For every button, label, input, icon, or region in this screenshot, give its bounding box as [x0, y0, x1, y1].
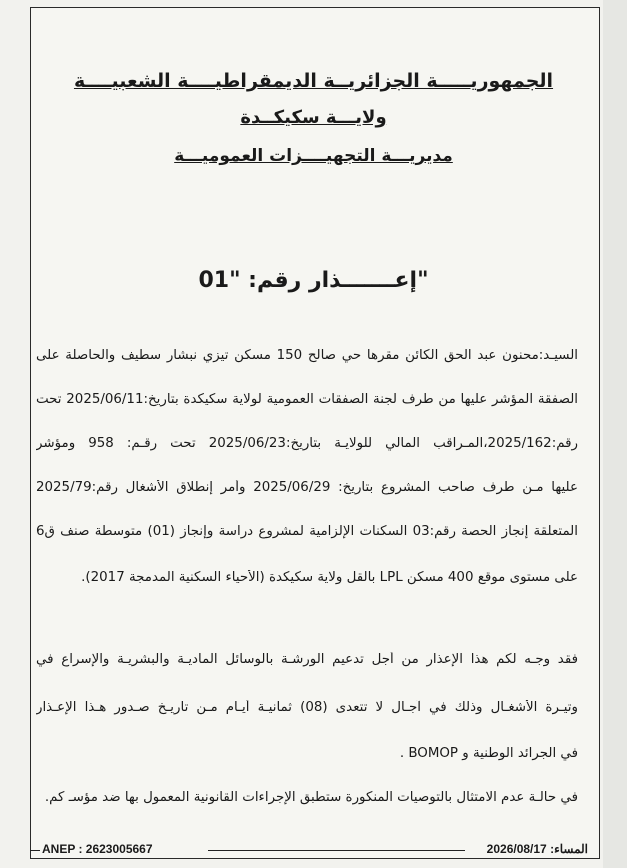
body-line: رقم:2025/162،المـراقب المالي للولايـة بتاريخ:2025/06/23 تحت رقـم: 958 ومؤشر — [36, 436, 578, 451]
footer — [30, 840, 600, 862]
publication-date: المساء: 2026/08/17 — [486, 842, 588, 856]
footer-rule — [30, 850, 40, 851]
paragraph2-line: وتيـرة الأشغـال وذلك في آجـال لا تتعدى (08) ثمانيـة أيـام مـن تاريـخ صـدور هـذا الإعـذار — [36, 700, 578, 715]
body-line: عليها مـن طرف صاحب المشروع بتاريخ: 2025/06/29 وأمر إنطلاق الأشغال رقم:2025/79 — [36, 480, 578, 495]
notice-title: إعـــــــذار رقم: "01" — [198, 268, 429, 293]
paragraph2-line: في الجرائد الوطنية و BOMOP . — [399, 746, 578, 761]
notice-frame — [30, 7, 600, 859]
paragraph2-line: فقد وجـه لكم هذا الإعذار من أجل تدعيم الورشـة بالوسائل الماديـة والبشريـة والإسراع في — [36, 652, 578, 667]
anep-number: ANEP : 2623005667 — [42, 842, 153, 856]
directorate-heading: مديريـــة التجهيــــزات العموميـــة — [174, 146, 453, 166]
republic-heading: الجمهوريـــــة الجزائريــة الديمقراطيــــة الشعبيــــة — [73, 70, 554, 92]
body-line: على مستوى موقع 400 مسكن LPL بالقل ولاية سكيكدة (الأحياء السكنية المدمجة 2017). — [81, 570, 578, 585]
body-line: الصفقة المؤشر عليها من طرف لجنة الصفقات العمومية لولاية سكيكدة بتاريخ:2025/06/11 تحت — [36, 392, 578, 407]
body-line: المتعلقة إنجاز الحصة رقم:03 السكنات الإلزامية لمشروع دراسة وإنجاز (01) متوسطة صنف ق6 — [36, 524, 578, 539]
scan-edge — [603, 0, 627, 868]
wilaya-heading: ولايـــة سكيكــدة — [240, 107, 387, 128]
body-line: السيـد:محنون عبد الحق الكائن مقرها حي صالح 150 مسكن تيزي نبشار سطيف والحاصلة على — [36, 348, 578, 363]
footer-rule — [208, 850, 465, 851]
paragraph3-line: في حالـة عدم الامتثال بالتوصيات المنكورة ستطبق الإجراءات القانونية المعمول بها ضد مؤسـ كم. — [44, 790, 578, 805]
